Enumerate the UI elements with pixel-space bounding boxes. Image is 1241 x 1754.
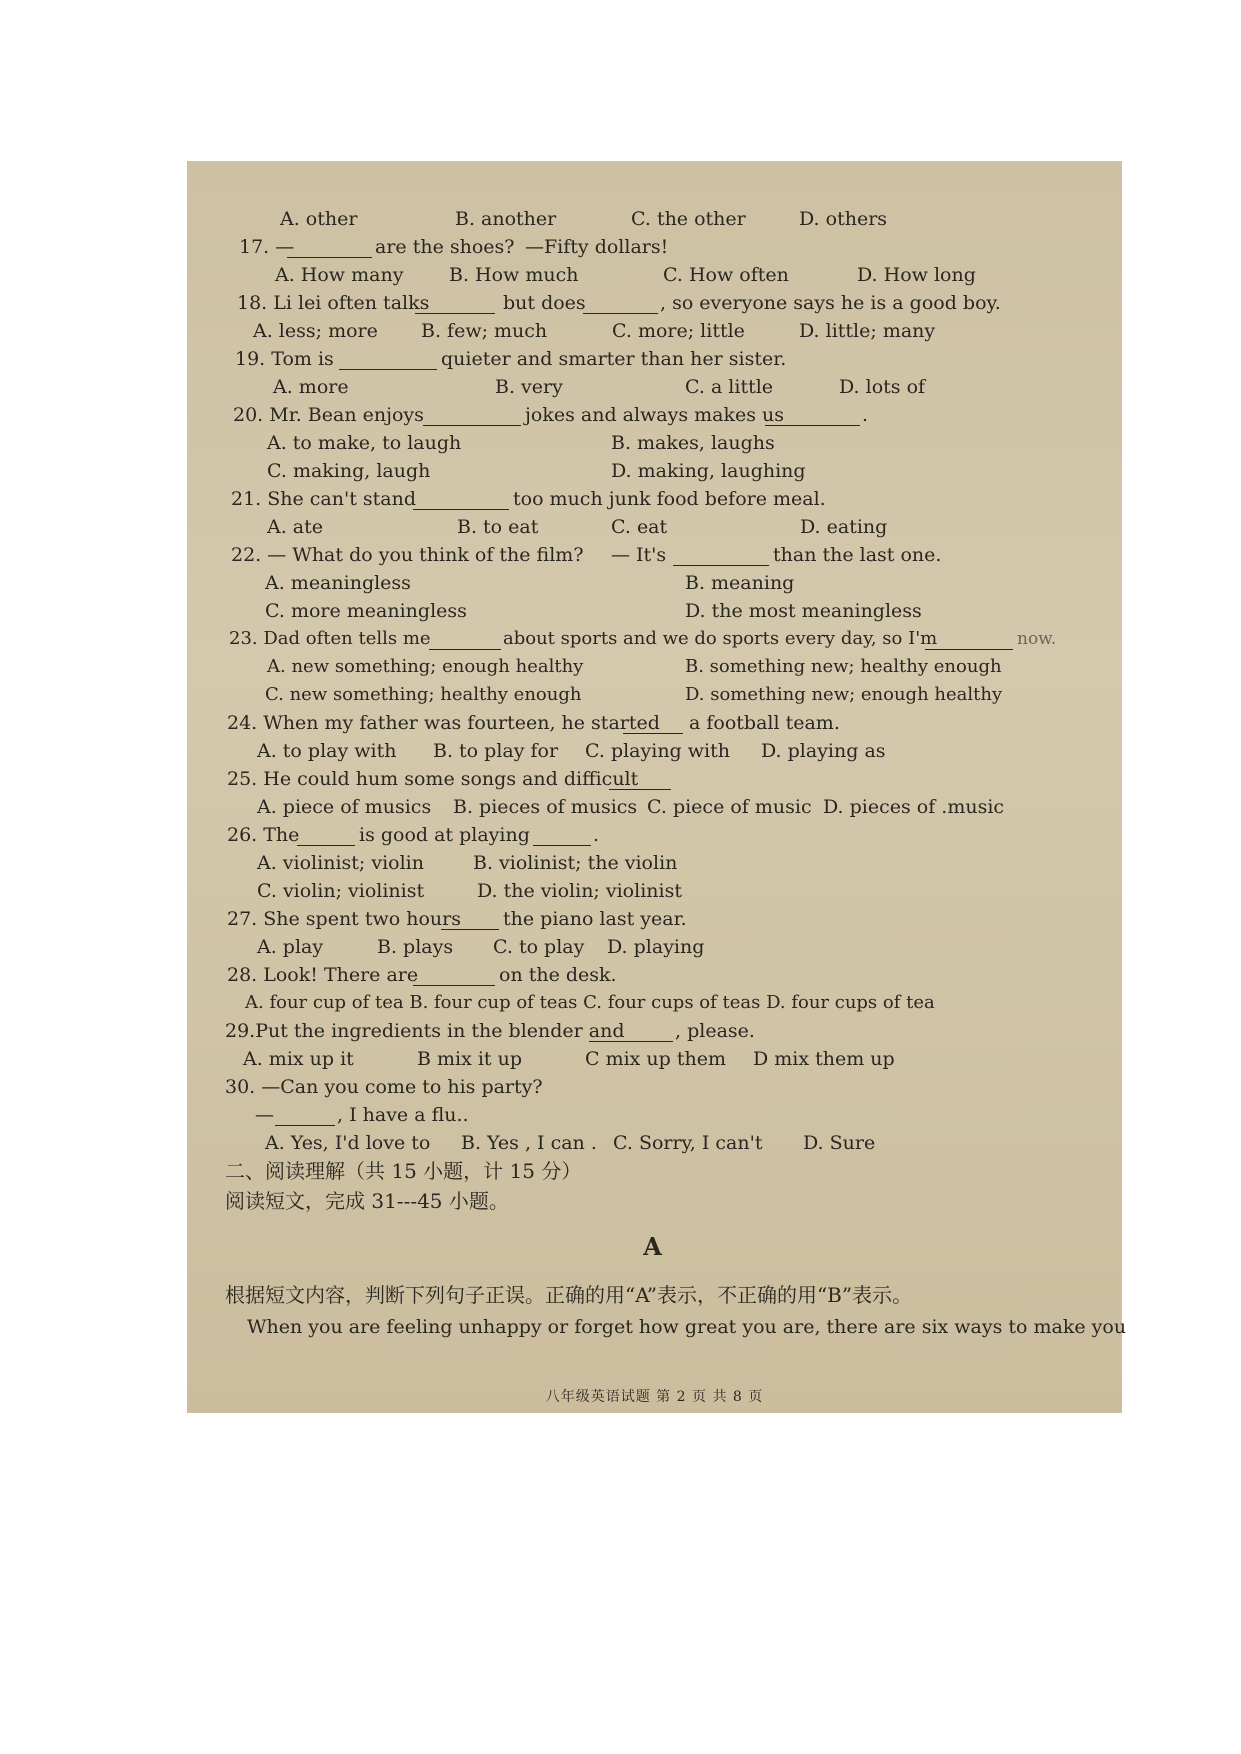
option-a: A. Yes, I'd love to xyxy=(265,1132,431,1154)
option-b: B. makes, laughs xyxy=(611,432,775,454)
option-d: D. others xyxy=(799,208,888,230)
option-b: B. something new; healthy enough xyxy=(685,656,1002,677)
option-d: D. eating xyxy=(800,516,888,538)
option-b: B. violinist; the violin xyxy=(473,852,678,874)
answer-blank xyxy=(925,631,1013,650)
answer-blank xyxy=(609,771,671,790)
part-title: A xyxy=(643,1232,662,1261)
option-c: C. violin; violinist xyxy=(257,880,425,902)
option-d: D. pieces of .music xyxy=(823,796,1005,818)
option-c: C. playing with xyxy=(585,740,730,762)
option-b: B. plays xyxy=(377,936,454,958)
option-c: C. more meaningless xyxy=(265,600,467,622)
option-c: C. piece of music xyxy=(647,796,812,818)
option-d: D. the violin; violinist xyxy=(477,880,682,902)
answer-blank xyxy=(589,1023,673,1042)
option-c: C mix up them xyxy=(585,1048,726,1070)
option-a: A. new something; enough healthy xyxy=(267,656,584,677)
page-footer: 八年级英语试题 第 2 页 共 8 页 xyxy=(545,1389,764,1405)
answer-blank xyxy=(413,967,495,986)
option-a: A. meaningless xyxy=(265,572,411,594)
option-d: D. Sure xyxy=(803,1132,876,1154)
option-c: C. Sorry, I can't xyxy=(613,1132,763,1154)
answer-blank xyxy=(533,827,591,846)
option-d: D. How long xyxy=(857,264,976,286)
option-a: A. violinist; violin xyxy=(257,852,424,874)
option-d: D. the most meaningless xyxy=(685,600,922,622)
option-c: C. making, laugh xyxy=(267,460,431,482)
answer-blank xyxy=(287,239,372,258)
option-c: C. a little xyxy=(685,376,774,398)
option-c: C. to play xyxy=(493,936,585,958)
answer-blank xyxy=(415,295,495,314)
answer-blank xyxy=(623,715,683,734)
option-b: B. How much xyxy=(449,264,579,286)
option-a: A. more xyxy=(273,376,349,398)
option-b: B. to eat xyxy=(457,516,539,538)
option-b: B mix it up xyxy=(417,1048,523,1070)
option-c: C. the other xyxy=(631,208,746,230)
option-a: A. mix up it xyxy=(243,1048,354,1070)
answer-blank xyxy=(413,491,509,510)
options-a-to-d: A. four cup of tea B. four cup of teas C. four cups of teas D. four cups of tea xyxy=(245,992,935,1013)
answer-blank xyxy=(673,547,769,566)
answer-blank xyxy=(297,827,355,846)
option-b: B. few; much xyxy=(421,320,548,342)
option-a: A. to play with xyxy=(257,740,397,762)
option-b: B. another xyxy=(455,208,557,230)
answer-blank xyxy=(339,351,437,370)
option-c: C. new something; healthy enough xyxy=(265,684,582,705)
option-a: A. to make, to laugh xyxy=(267,432,462,454)
option-b: B. very xyxy=(495,376,563,398)
answer-blank xyxy=(765,407,860,426)
answer-blank xyxy=(583,295,658,314)
answer-blank xyxy=(429,631,501,650)
option-a: A. play xyxy=(257,936,324,958)
option-d: D. playing xyxy=(607,936,705,958)
option-b: B. Yes , I can . xyxy=(461,1132,597,1154)
option-d: D. little; many xyxy=(799,320,936,342)
option-a: A. ate xyxy=(267,516,324,538)
option-d: D. making, laughing xyxy=(611,460,806,482)
option-d: D. something new; enough healthy xyxy=(685,684,1003,705)
answer-blank xyxy=(441,911,499,930)
answer-blank xyxy=(423,407,521,426)
option-c: C. How often xyxy=(663,264,789,286)
option-c: C. eat xyxy=(611,516,668,538)
option-d: D. lots of xyxy=(839,376,926,398)
option-b: B. pieces of musics xyxy=(453,796,638,818)
option-b: B. meaning xyxy=(685,572,795,594)
option-a: A. less; more xyxy=(253,320,378,342)
answer-blank xyxy=(275,1107,335,1126)
option-c: C. more; little xyxy=(612,320,745,342)
option-a: A. piece of musics xyxy=(257,796,432,818)
option-b: B. to play for xyxy=(433,740,559,762)
option-a: A. other xyxy=(280,208,358,230)
exam-page: A. other B. another C. the other D. others 17. — are the shoes? —Fifty dollars! A. How many B. How much C. How often D. How long 18. Li lei often talks but does , so everyone says he is a good boy. A. less; more B. few; much C. more; little D. little; many 19. Tom is quieter and smarter than her sister. A. more B. very C. a little D. lots of 20. Mr. Bean enjoys jokes and always makes us . A. to make, to laugh B. makes, laughs C. making, laugh D. making, laughing 21. She can't stand too much junk food before meal. A. ate B. to eat C. eat D. eating 22. — What do you think of the film? — It's than the last one. A. meaningless B. meaning C. more meaningless D. the most meaningless 23. Dad often tells me about sports and we do sports every day, so I'm now. A. new something; enough healthy B. something new; healthy enough C. new something; healthy enough D. something new; enough healthy 24. When my father was fourteen, he started a football team. A. to play with B. to play for C. playing with D. playing as 25. He could hum some songs and difficult A. piece of musics B. pieces of musics C. piece of music D. pieces of .music 26. The is good at playing . A. violinist; violin B. violinist; the violin C. violin; violinist D. the violin; violinist 27. She spent two hours the piano last year. A. play B. plays C. to play D. playing 28. Look! There are on the desk. A. four cup of tea B. four cup of teas C. four cups of teas D. four cups of tea 29.Put the ingredients in the blender and , please. A. mix up it B mix it up C mix up them D mix them up 30. —Can you come to his party? — , I have a flu.. A. Yes, I'd love to B. Yes , I can . C. Sorry, I can't D. Sure 二、阅读理解（共 15 小题，计 15 分） 阅读短文，完成 31---45 小题。 A 根据短文内容，判断下列句子正误。正确的用“A”表示，不正确的用“B”表示。 When you are feeling unhappy or forget how great you are, there are six ways to make you 八年级英语试题 第 2 页 共 8 页 xyxy=(187,161,1122,1413)
option-a: A. How many xyxy=(275,264,404,286)
option-d: D mix them up xyxy=(753,1048,895,1070)
option-d: D. playing as xyxy=(761,740,886,762)
